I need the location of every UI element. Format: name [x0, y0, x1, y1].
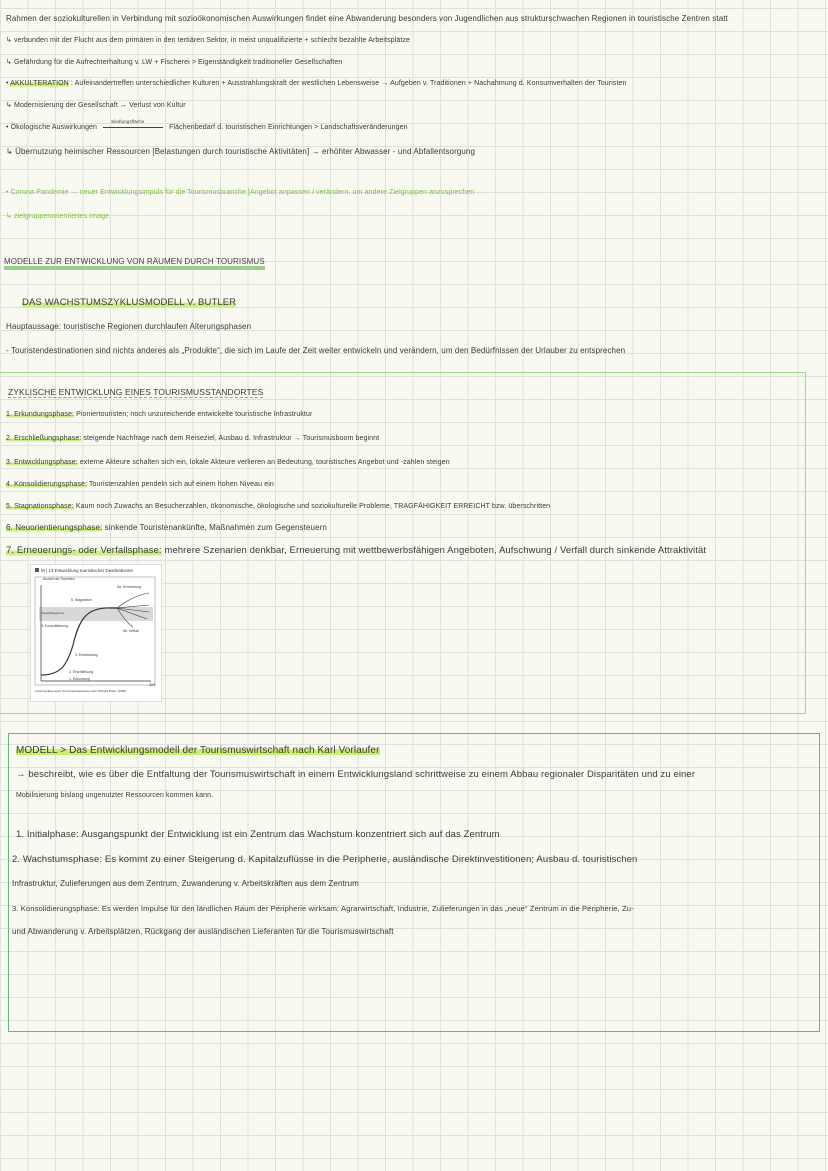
phase-item — [6, 523, 327, 532]
section-title: MODELLE ZUR ENTWICKLUNG VON RÄUMEN DURCH TOURISMUS — [4, 257, 265, 270]
figure-title-text: M | 13 Entwicklung touristischer Destinationen — [41, 568, 133, 573]
corona-line: • Corona Pandemie → neuer Entwicklungsimpuls für die Tourismusbranche [Angebot anpassen / verändern, um andere Zielgruppen anzusprechen — [6, 189, 475, 196]
butler-title — [22, 297, 236, 308]
label: Hauptaussage: — [6, 322, 62, 331]
intro-text: • Ökologische Auswirkungen — [6, 124, 98, 131]
title-text: Das Entwicklungsmodell der Tourismuswirtschaft nach Karl Vorlaufer — [69, 745, 380, 756]
intro-line: • AKKULTERATION : Aufeinandertreffen unterschiedlicher Kulturen + Ausstrahlungskraft der westlichen Lebensweise → Aufgeben v. Traditionen + Nachahmung d. Konsumverhalten der Touristen — [6, 80, 627, 87]
intro-line: ↳ Gefährdung für die Aufrechterhaltung v. LW + Fischerei > Eigenständigkeit traditioneller Gesellschaften — [6, 59, 343, 66]
phase-label: 4. Konsolidierungsphase: — [6, 481, 88, 488]
arrow-icon — [103, 118, 163, 128]
intro-line: ↳ verbunden mit der Flucht aus dem primären in den tertiären Sektor, in meist unqualifizierte + schlecht bezahlte Arbeitsplätze — [6, 37, 410, 44]
vorlaufer-phase: 1. Initialphase: Ausgangspunkt der Entwicklung ist ein Zentrum das Wachstum konzentriert sich auf das Zentrum — [16, 829, 500, 840]
akkulturation-term: AKKULTERATION — [10, 80, 69, 87]
phase-text: Pioniertouristen; noch unzureichende entwickelte touristische Infrastruktur — [76, 411, 313, 418]
butler-title-text: DAS WACHSTUMSZYKLUSMODELL V. BUTLER — [22, 297, 237, 308]
phase-label: 6. Neuorientierungsphase: — [6, 523, 103, 532]
figure-label: 2. Erschließung — [69, 670, 94, 674]
vorlaufer-phase: und Abwanderung v. Arbeitsplätzen, Rückgang der ausländischen Lieferanten für die Tourismuswirtschaft — [12, 927, 394, 936]
phase-label: 2. Erschließungsphase: — [6, 435, 82, 442]
phase-text: steigende Nachfrage nach dem Reiseziel, Ausbau d. Infrastruktur → Tourismusboom beginnt — [83, 435, 380, 442]
phase-item — [6, 481, 274, 488]
phase-label: 3. Entwicklungsphase: — [6, 459, 78, 466]
vorlaufer-phase: 3. Konsolidierungsphase: Es werden Impulse für den ländlichen Raum der Peripherie wirksam: Agrarwirtschaft, Industrie, Zulieferungen in das „neue“ Zentrum in die Peripherie, Zu- — [12, 904, 634, 913]
intro-line: ↳ Übernutzung heimischer Ressourcen [Belastungen durch touristische Aktivitäten] → erhöhter Abwasser - und Abfallentsorgung — [6, 147, 476, 156]
figure-label: 4. Konsolidierung — [41, 624, 69, 628]
phase-text: Kaum noch Zuwachs an Besucherzahlen, ökonomische, ökologische und soziokulturelle Probleme, TRAGFÄHIGKEIT ERREICHT bzw. überschritten — [75, 503, 551, 510]
figure-label: 6b. Verfall — [123, 629, 139, 633]
phase-item — [6, 459, 450, 466]
figure-xlabel: Zeit — [149, 683, 155, 687]
vorlaufer-title-highlight — [16, 745, 380, 756]
figure-label: 6a. Erneuerung — [117, 585, 142, 589]
phase-text: mehrere Szenarien denkbar, Erneuerung mit wettbewerbsfähigen Angeboten, Aufschwung / Verfall durch sinkende Attraktivität — [164, 545, 707, 556]
butler-main — [6, 322, 251, 331]
arrow-label: Siedlungsfläche — [111, 118, 145, 124]
phase-item — [6, 545, 706, 556]
intro-line: Rahmen der soziokulturellen in Verbindung mit sozioökonomischen Auswirkungen findet eine Abwanderung besonders von Jugendlichen aus strukturschwachen Regionen in touristische Zentren statt — [6, 14, 728, 23]
intro-line — [6, 118, 408, 131]
intro-line: ↳ Modernisierung der Gesellschaft ↔ Verlust von Kultur — [6, 102, 186, 109]
figure-label: 1. Erkundung — [69, 677, 90, 681]
prefix: MODELL > — [16, 745, 67, 756]
vorlaufer-phase: 2. Wachstumsphase: Es kommt zu einer Steigerung d. Kapitalzuflüsse in die Peripherie, ausländische Direktinvestitionen; Ausbau d. touristischen — [12, 854, 638, 865]
vorlaufer-desc: Mobilisierung bislang ungenutzter Ressourcen kommen kann. — [16, 792, 214, 799]
vorlaufer-phase: Infrastruktur, Zulieferungen aus dem Zentrum, Zuwanderung v. Arbeitskräften aus dem Zentrum — [12, 879, 359, 888]
butler-figure — [30, 564, 162, 702]
band-label: Kapazitätsgrenze — [41, 611, 65, 615]
butler-note: - Touristendestinationen sind nichts anderes als „Produkte“, die sich im Laufe der Zeit weiter entwickeln und verändern, um den Bedürfnissen der Urlauber zu entsprechen — [6, 346, 626, 355]
phase-item — [6, 435, 379, 442]
phase-label: 5. Stagnationsphase: — [6, 503, 74, 510]
vorlaufer-title — [16, 745, 380, 756]
intro-text: Flächenbedarf d. touristischen Einrichtungen > Landschaftsveränderungen — [169, 124, 408, 131]
intro-text: : Aufeinandertreffen unterschiedlicher Kulturen + Ausstrahlungskraft der westlichen Lebensweise → Aufgeben v. Traditionen + Nachahmung d. Konsumverhalten der Touristen — [70, 80, 627, 87]
figure-chart — [31, 565, 161, 701]
phase-text: sinkende Touristenankünfte, Maßnahmen zum Gegensteuern — [104, 523, 327, 532]
vorlaufer-desc: → beschreibt, wie es über die Entfaltung der Tourismuswirtschaft in einem Entwicklungsland schrittweise zu einem Abbau regionaler Disparitäten und zu einer — [16, 769, 696, 780]
figure-ylabel: Anzahl der Touristen — [43, 577, 75, 581]
figure-caption: Lebenszyklus eines Tourismusstandortes nach Richard Butler (1980) — [35, 689, 127, 693]
phase-label: 7. Erneuerungs- oder Verfallsphase: — [6, 545, 162, 556]
phase-item — [6, 411, 312, 418]
phase-label: 1. Erkundungsphase: — [6, 411, 75, 418]
phase-text: Touristenzahlen pendeln sich auf einem hohen Niveau ein — [88, 481, 274, 488]
figure-label: 3. Entwicklung — [75, 653, 98, 657]
phase-item — [6, 503, 550, 510]
text: touristische Regionen durchlaufen Alterungsphasen — [63, 322, 252, 331]
cycle-title: ZYKLISCHE ENTWICKLUNG EINES TOURISMUSSTANDORTES — [8, 387, 264, 397]
figure-label: 5. Stagnation — [71, 598, 92, 602]
phase-text: externe Akteure schalten sich ein, lokale Akteure verlieren an Bedeutung, touristisches Angebot und -zahlen steigen — [79, 459, 450, 466]
corona-line: ↳ zielgruppenorientiertes Image — [6, 213, 110, 220]
